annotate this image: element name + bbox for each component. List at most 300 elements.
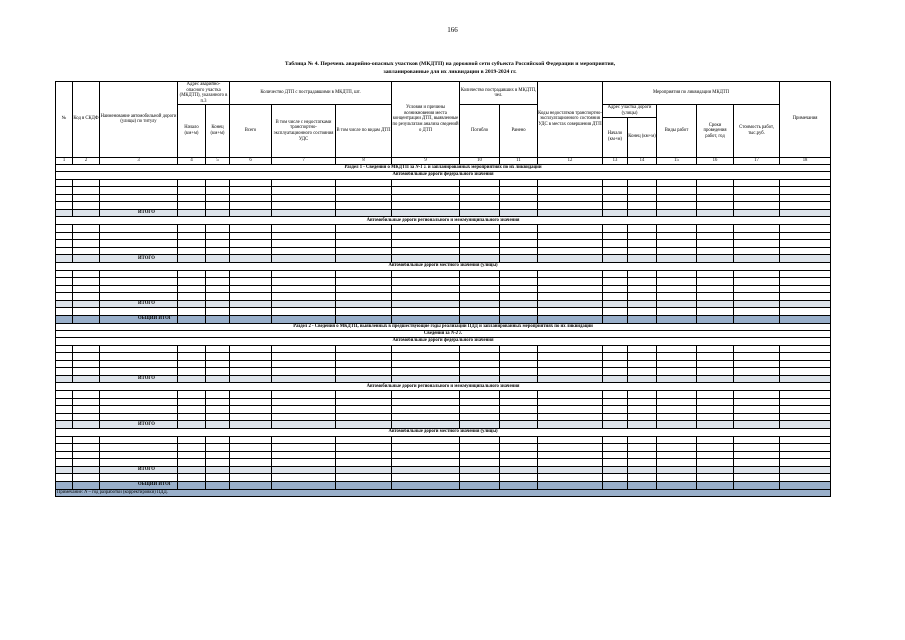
table-cell [336,436,392,444]
table-cell [697,466,734,474]
table-cell [230,345,272,353]
table-cell [178,179,206,187]
table-cell [73,474,100,482]
itogo-row [56,421,831,429]
header-cost: Стоимость работ, тыс.руб. [734,105,780,157]
column-number: 5 [206,157,230,164]
table-cell [178,247,206,255]
table-cell [178,406,206,414]
table-cell [336,315,392,323]
table-cell [460,209,500,217]
table-cell [780,421,831,429]
table-cell [657,474,697,482]
table-cell [178,398,206,406]
table-cell [100,293,178,301]
table-cell [734,421,780,429]
table-cell [780,360,831,368]
table-cell [628,413,657,421]
table-cell [500,444,538,452]
table-cell [628,202,657,210]
header-notes: Примечания [780,82,831,158]
table-cell [73,481,100,489]
table-cell [56,406,73,414]
table-cell [73,391,100,399]
table-cell [500,406,538,414]
table-cell [734,285,780,293]
table-cell [206,474,230,482]
table-cell [460,285,500,293]
table-cell [500,315,538,323]
table-cell [206,209,230,217]
table-cell [460,315,500,323]
itogo-row [56,300,831,308]
section2-federal-header: Автомобильные дороги федерального значения [56,337,831,345]
table-cell [460,481,500,489]
table-cell [230,187,272,195]
table-cell [603,225,628,233]
table-cell [460,345,500,353]
table-cell [230,240,272,248]
table-cell [628,421,657,429]
table-cell [628,459,657,467]
table-cell [500,202,538,210]
column-number: 7 [272,157,336,164]
table-row [56,293,831,301]
table-cell [100,270,178,278]
table-row [56,232,831,240]
table-cell [734,202,780,210]
table-cell [538,209,603,217]
table-cell [206,406,230,414]
table-cell [538,466,603,474]
table-cell [73,413,100,421]
header-address: Адрес аварийно-опасного участка (МКДТП), указанного в п.3 [178,82,230,105]
table-cell [392,345,460,353]
column-number: 10 [460,157,500,164]
table-cell [628,353,657,361]
table-cell [628,240,657,248]
table-cell [56,413,73,421]
table-cell [657,270,697,278]
table-cell [538,202,603,210]
table-cell [697,278,734,286]
header-start: Начало (км+м) [178,105,206,157]
header-measures: Мероприятия по ликвидации МКДТП [603,82,780,105]
table-cell [657,308,697,316]
header-incl-uds: В том числе с недостатками транспортно-эксплуатационного состояния УДС [272,105,336,157]
table-cell [780,398,831,406]
table-cell [56,285,73,293]
table-cell [178,375,206,383]
table-cell [460,353,500,361]
grand-total-row [56,315,831,323]
table-cell [697,270,734,278]
table-row [56,345,831,353]
table-cell [272,225,336,233]
table-cell [336,391,392,399]
table-cell [56,360,73,368]
table-cell [178,451,206,459]
table-cell [336,474,392,482]
itogo-row [56,255,831,263]
table-cell [657,293,697,301]
table-cell [56,368,73,376]
table-row [56,278,831,286]
table-row [56,444,831,452]
table-cell [538,474,603,482]
table-cell [697,202,734,210]
table-cell [657,315,697,323]
table-cell [628,451,657,459]
table-cell [628,345,657,353]
table-cell [100,474,178,482]
table-cell [628,360,657,368]
table-cell [272,368,336,376]
table-cell [538,353,603,361]
table-cell [780,300,831,308]
table-row [56,436,831,444]
table-cell [734,209,780,217]
table-cell [603,466,628,474]
table-cell [178,444,206,452]
table-cell [657,179,697,187]
table-cell [73,345,100,353]
table-cell [734,270,780,278]
table-cell [336,413,392,421]
table-cell [734,360,780,368]
table-cell [336,202,392,210]
table-cell [230,421,272,429]
table-cell [628,481,657,489]
table-cell [603,187,628,195]
table-cell [272,278,336,286]
column-number: 18 [780,157,831,164]
table-cell [206,187,230,195]
table-title-line1: Таблица № 4. Перечень аварийно-опасных участков (МКДТП) на дорожной сети субъекта Российской Федерации и мероприятия, [284,61,616,67]
table-cell [780,209,831,217]
table-cell [73,436,100,444]
table-cell [603,247,628,255]
grand-total-label: ОБЩИЙ ИТОГ [100,315,178,323]
table-cell [206,300,230,308]
table-cell [780,308,831,316]
table-cell [206,315,230,323]
table-cell [603,436,628,444]
table-cell [460,179,500,187]
table-cell [780,278,831,286]
table-cell [73,375,100,383]
table-cell [538,360,603,368]
table-cell [272,421,336,429]
table-cell [628,270,657,278]
table-cell [56,270,73,278]
table-cell [603,293,628,301]
header-work-terms: Сроки проведения работ, год [697,105,734,157]
table-cell [603,459,628,467]
table-cell [697,308,734,316]
table-cell [657,413,697,421]
table-cell [500,421,538,429]
table-cell [178,232,206,240]
table-cell [56,278,73,286]
table-cell [336,278,392,286]
table-cell [392,240,460,248]
table-cell [500,209,538,217]
table-cell [100,278,178,286]
table-cell [178,353,206,361]
table-cell [230,270,272,278]
table-cell [336,247,392,255]
table-cell [657,278,697,286]
table-cell [697,368,734,376]
table-cell [178,345,206,353]
column-number: 15 [657,157,697,164]
table-cell [603,353,628,361]
table-cell [657,459,697,467]
table-cell [628,300,657,308]
table-cell [780,375,831,383]
table-cell [56,345,73,353]
table-cell [538,293,603,301]
table-cell [392,209,460,217]
table-cell [734,406,780,414]
table-cell [206,225,230,233]
table-row [56,413,831,421]
table-cell [206,285,230,293]
table-cell [780,436,831,444]
section1-federal-header: Автомобильные дороги федерального значения [56,171,831,179]
table-cell [100,232,178,240]
table-cell [206,270,230,278]
table-cell [657,225,697,233]
table-cell [73,466,100,474]
table-cell [603,278,628,286]
table-cell [178,315,206,323]
table-cell [780,179,831,187]
table-cell [230,436,272,444]
table-cell [336,466,392,474]
table-cell [500,481,538,489]
table-cell [697,391,734,399]
table-cell [657,444,697,452]
table-cell [538,436,603,444]
table-cell [206,255,230,263]
table-cell [100,368,178,376]
column-number: 13 [603,157,628,164]
table-cell [73,285,100,293]
table-cell [734,398,780,406]
table-cell [603,315,628,323]
table-cell [392,474,460,482]
table-cell [500,300,538,308]
table-cell [657,391,697,399]
table-cell [697,406,734,414]
table-cell [628,436,657,444]
table-cell [460,293,500,301]
table-title [180,61,720,76]
table-cell [178,436,206,444]
table-cell [697,353,734,361]
table-cell [500,232,538,240]
table-cell [603,368,628,376]
column-number: 4 [178,157,206,164]
table-cell [460,360,500,368]
table-row [56,270,831,278]
table-cell [206,444,230,452]
table-cell [100,179,178,187]
table-cell [100,285,178,293]
table-cell [392,398,460,406]
itogo-label: ИТОГО [100,466,178,474]
table-cell [697,240,734,248]
table-cell [460,240,500,248]
table-cell [628,444,657,452]
table-cell [100,436,178,444]
table-cell [272,413,336,421]
table-cell [392,285,460,293]
table-cell [734,444,780,452]
table-cell [697,360,734,368]
table-cell [178,421,206,429]
table-cell [206,278,230,286]
table-cell [780,187,831,195]
column-number: 1 [56,157,73,164]
table-cell [336,293,392,301]
table-cell [780,451,831,459]
table-cell [500,240,538,248]
table-cell [178,368,206,376]
itogo-label: ИТОГО [100,375,178,383]
table-cell [500,353,538,361]
table-cell [500,368,538,376]
table-row [56,391,831,399]
table-cell [272,315,336,323]
table-cell [56,202,73,210]
table-cell [780,255,831,263]
table-cell [206,345,230,353]
table-cell [697,187,734,195]
table-cell [272,308,336,316]
table-cell [392,368,460,376]
table-cell [697,209,734,217]
table-cell [56,421,73,429]
table-cell [657,247,697,255]
table-cell [392,179,460,187]
column-number: 17 [734,157,780,164]
table-cell [206,375,230,383]
table-cell [603,300,628,308]
table-cell [100,353,178,361]
header-num: № [56,82,73,158]
table-cell [272,194,336,202]
table-cell [734,413,780,421]
table-cell [73,421,100,429]
table-cell [206,179,230,187]
itogo-label: ИТОГО [100,255,178,263]
table-cell [697,481,734,489]
table-cell [230,285,272,293]
table-cell [780,391,831,399]
table-row [56,240,831,248]
table-cell [657,375,697,383]
table-cell [460,466,500,474]
table-cell [206,232,230,240]
table-cell [73,194,100,202]
table-cell [73,451,100,459]
table-cell [56,194,73,202]
table-cell [500,451,538,459]
table-cell [734,308,780,316]
table-cell [697,436,734,444]
table-cell [272,255,336,263]
table-cell [500,466,538,474]
table-cell [500,459,538,467]
table-cell [336,300,392,308]
table-cell [603,391,628,399]
header-dtp-count: Количество ДТП с пострадавшими в МКДТП, шт. [230,82,392,105]
table-cell [336,360,392,368]
table-cell [206,391,230,399]
table-cell [780,459,831,467]
table-cell [336,225,392,233]
table-cell [230,451,272,459]
table-cell [780,413,831,421]
table-cell [657,345,697,353]
table-cell [73,278,100,286]
table-cell [657,209,697,217]
table-cell [73,209,100,217]
table-cell [272,451,336,459]
table-cell [73,187,100,195]
table-cell [460,225,500,233]
table-cell [230,179,272,187]
table-cell [336,421,392,429]
table-cell [538,421,603,429]
table-cell [272,459,336,467]
table-cell [780,194,831,202]
column-number: 6 [230,157,272,164]
table-cell [628,194,657,202]
header-incl-kinds: В том числе по видам ДТП [336,105,392,157]
table-row [56,451,831,459]
table-cell [460,444,500,452]
table-cell [100,225,178,233]
table-cell [500,345,538,353]
table-cell [73,444,100,452]
table-row [56,187,831,195]
table-cell [56,308,73,316]
itogo-label: ИТОГО [100,300,178,308]
table-cell [206,360,230,368]
table-cell [392,451,460,459]
table-cell [500,436,538,444]
table-cell [734,300,780,308]
table-cell [206,293,230,301]
table-cell [603,444,628,452]
table-row [56,247,831,255]
table-cell [603,481,628,489]
table-cell [230,315,272,323]
column-number: 2 [73,157,100,164]
table-cell [56,293,73,301]
table-cell [628,293,657,301]
table-cell [500,375,538,383]
table-cell [272,247,336,255]
table-cell [73,225,100,233]
table-cell [230,353,272,361]
table-cell [73,315,100,323]
table-cell [206,421,230,429]
